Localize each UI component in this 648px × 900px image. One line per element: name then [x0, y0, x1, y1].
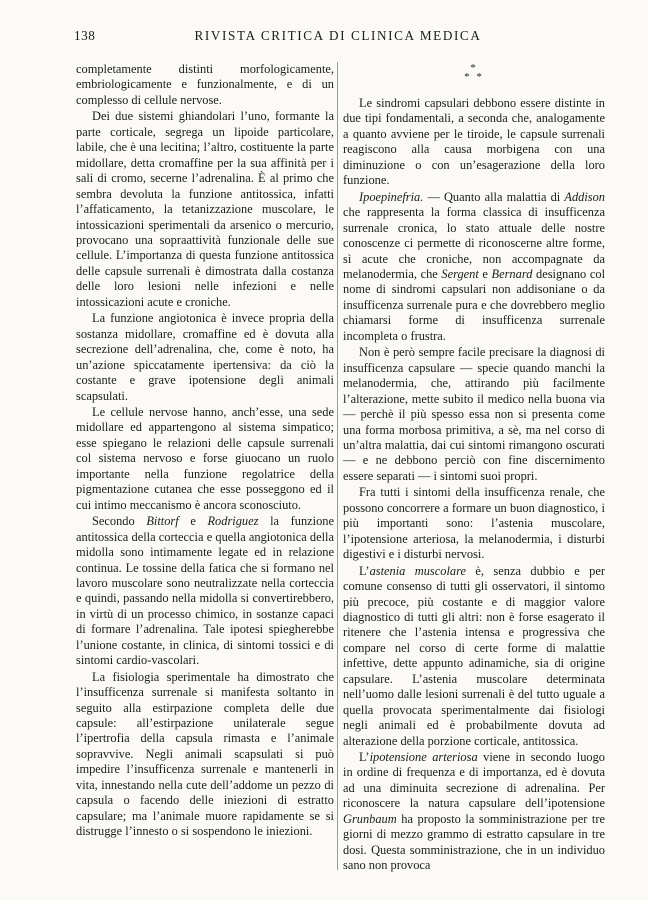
column-divider — [337, 62, 338, 870]
paragraph — [343, 190, 605, 345]
right-column — [343, 62, 605, 882]
paragraph — [76, 311, 334, 404]
paragraph-text: — Quanto alla malattia di — [423, 189, 565, 204]
separator-star-top: * — [470, 62, 478, 74]
left-column — [76, 62, 334, 882]
italic-text: Rodriguez — [207, 514, 259, 529]
paragraph — [76, 405, 334, 513]
paragraph-text: L’ — [359, 750, 370, 765]
paragraph-text: che rappresenta la forma classica di insufficenza surrenale cronica, lo stato attuale delle nostre conoscenze ci permette di riconoscerne altre forme, sì acute che croniche, non accompagnate da melanodermia, che — [343, 205, 605, 281]
italic-text: Bittorf — [146, 514, 179, 529]
paragraph-text: la funzione antitossica della corteccia e quella angiotonica della midolla sono intimamente legate ed in relazione continua. Le tossine della fatica che si formano nel lavoro muscolare sono neutralizzate nella corteccia e quindi, passando nella midolla si convertirebbero, in virtù di un processo chimico, in sostanze capaci di formare l’adrenalina. Tale ipotesi spiegherebbe l’unione costante, in clinica, di sintomi tossici e di sintomi cardio-vascolari. — [76, 514, 334, 668]
paragraph-text: ha proposto la somministrazione per tre giorni di mezzo grammo di estratto capsulare in tre dosi. Questa somministrazione, che in un individuo sano non provoca — [343, 811, 605, 873]
italic-text: astenia muscolare — [369, 563, 466, 578]
paragraph — [343, 345, 605, 484]
section-separator — [343, 64, 605, 92]
paragraph-text: Dei due sistemi ghiandolari l’uno, formante la parte corticale, segrega un lipoide particolare, labile, che è una lecitina; l’altro, costituente la parte midollare, detta cromaffine per la sua affinità per i sali di cromo, secerne l’adrenalina. È al primo che sembra devoluta la funzione antitossica, infatti l’affaticamento, la tetanizzazione muscolare, le intossicazioni sperimentali da arsenico o mercurio, provocano una sopraattività funzionale delle sue cellule. L’importanza di questa funzione antitossica delle capsule surrenali è dimostrata dalla costanza delle loro lesioni nelle infezioni e nelle intossicazioni acute e croniche. — [76, 109, 334, 309]
paragraph — [343, 485, 605, 562]
paragraph-text: designano col nome di sindromi capsulari non addisoniane o da insufficenza surrenale pura e che dovrebbero meglio chiamarsi forme di insufficenza surrenale incompleta o frustra. — [343, 266, 605, 343]
running-header — [74, 28, 602, 50]
paragraph — [343, 96, 605, 189]
paragraph-text: completamente distinti morfologicamente, embriologicamente e funzionalmente, e di un complesso di cellule nervose. — [76, 62, 334, 107]
paragraph-text: Le cellule nervose hanno, anch’esse, una sede midollare ed appartengono al sistema simpatico; esse spiegano le relazioni delle capsule surrenali col sistema nervoso e forse giuocano un ruolo importante nella funzione regolatrice della pigmentazione cutanea che esse posseggono ed il cui intimo meccanismo è ancora sconosciuto. — [76, 404, 334, 512]
paragraph-text: Non è però sempre facile precisare la diagnosi di insufficenza capsulare — specie quando manchi la melanodermia, che, attirando più facilmente l’alterazione, mette subito il medico nella buona via — perchè il più spesso essa non si presenta come una forma morbosa primitiva, a sè, ma nel corso di un’altra malattia, dai cui sintomi rimangono oscurati — e ne debbono perciò con fine discernimento essere separati — i sintomi suoi propri. — [343, 345, 605, 483]
paragraph — [76, 670, 334, 840]
paragraph-text: viene in secondo luogo in ordine di frequenza e di importanza, ed è dovuta ad una diminuita secrezione di adrenalina. Per riconoscere la natura capsulare dell’ipotensione — [343, 750, 605, 811]
separator-star-bottom: * * — [464, 71, 484, 83]
italic-text: Grunbaum — [343, 811, 397, 826]
paragraph-text: Fra tutti i sintomi della insufficenza renale, che possono concorrere a formare un buon diagnostico, i più importanti sono: l’astenia muscolare, l’ipotensione arteriosa, la melanodermia, i disturbi digestivi e i disturbi nervosi. — [343, 485, 605, 562]
paragraph-text: La fisiologia sperimentale ha dimostrato che l’insufficenza surrenale si manifesta soltanto in seguito alla estirpazione completa delle due capsule: all’estirpazione unilaterale segue l’ipertrofia della capsula rimasta e l’animale sopravvive. Negli animali scapsulati si può impedire l’insufficenza surrenale e mantenerli in vita, innestando nella cute dell’addome un pezzo di capsula o facendo delle iniezioni di estratto capsulare; ma l’animale muore rapidamente se si distrugge l’innesto o si sospendono le iniezioni. — [76, 669, 334, 839]
page-number: 138 — [74, 28, 96, 43]
running-title: RIVISTA CRITICA DI CLINICA MEDICA — [194, 28, 482, 43]
paragraph — [343, 564, 605, 749]
paragraph-text: Secondo — [92, 514, 147, 529]
italic-text: Ipoepinefria. — [359, 189, 424, 204]
italic-text: ipotensione arteriosa — [369, 750, 478, 765]
paragraph-text: è, senza dubbio e per comune consenso di tutti gli osservatori, il sintomo più precoce, più costante e di maggior valore diagnostico di tutti gli altri: non è forse esagerato il ritenere che l’astenia intensa e progressiva che compare nel corso di certe forme di malattie infettive, dette appunto adinamiche, sia di origine capsulare. L’astenia muscolare determinata nell’uomo dalle lesioni surrenali è del tutto uguale a quella provocata sperimentalmente dai fisiologi negli animali ed è probabilmente dovuta ad alterazione della porzione corticale, antitossica. — [343, 563, 605, 748]
paragraph-text: e — [478, 266, 492, 281]
paragraph — [76, 109, 334, 310]
paragraph-text: e — [178, 514, 208, 529]
paragraph-text: L’ — [359, 563, 370, 578]
paragraph-text: La funzione angiotonica è invece propria della sostanza midollare, cromaffine ed è dovuta alla secrezione dell’adrenalina, che, come è noto, ha un’azione spiccatamente ipertensiva: da ciò la costante e grave ipotensione degli animali scapsulati. — [76, 311, 334, 403]
paragraph — [76, 514, 334, 669]
paragraph-text: Le sindromi capsulari debbono essere distinte in due tipi fondamentali, a seconda che, analogamente a quanto avviene per le tiroide, le capsule surrenali reagiscono alla causa morbigena con una diminuzione o con un’esagerazione della loro funzione. — [343, 96, 605, 188]
italic-text: Addison — [564, 189, 605, 204]
paragraph — [343, 750, 605, 874]
continued-paragraph — [76, 62, 334, 108]
italic-text: Bernard — [491, 266, 533, 281]
italic-text: Sergent — [441, 266, 479, 281]
